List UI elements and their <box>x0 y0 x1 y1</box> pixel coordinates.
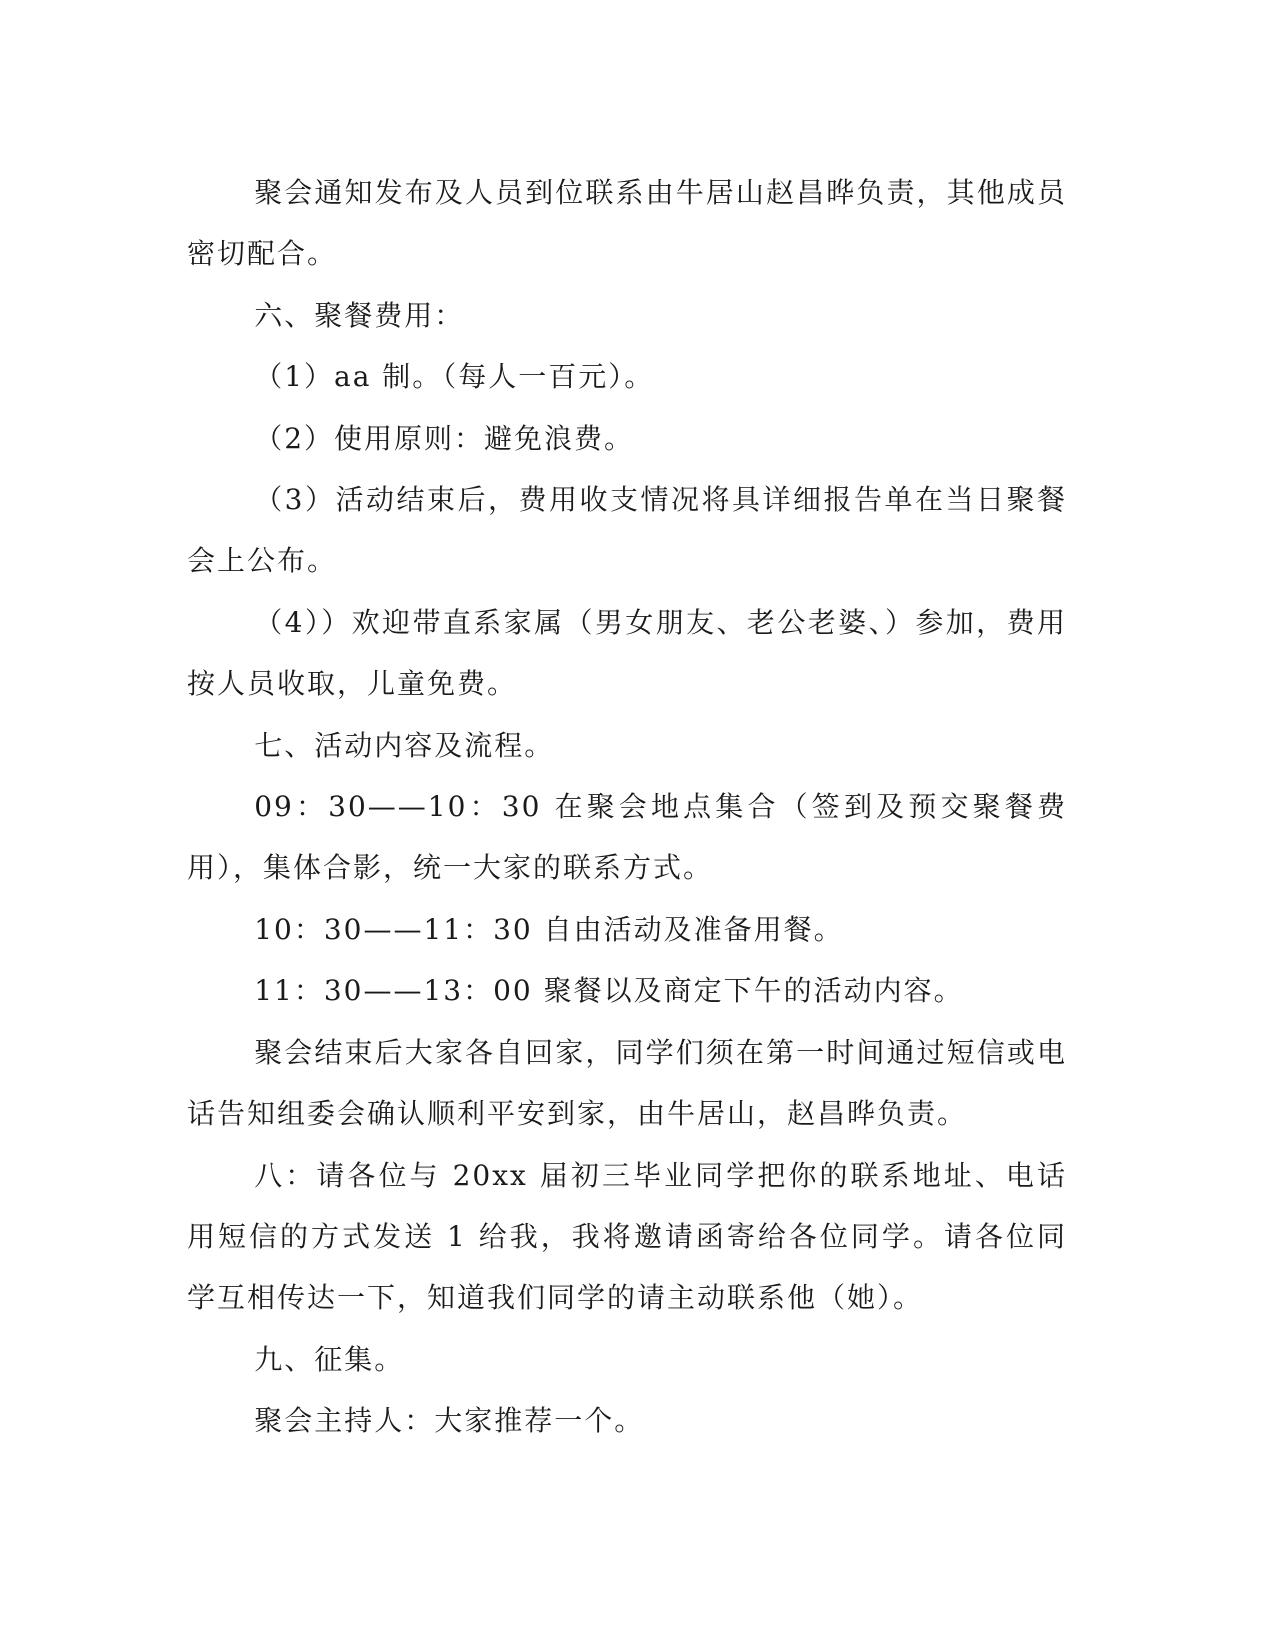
heading-collection: 九、征集。 <box>254 1342 405 1376</box>
schedule-item-3: 11：30——13：00 聚餐以及商定下午的活动内容。 <box>254 974 964 1008</box>
schedule-item-1: 09：30——10：30 在聚会地点集合（签到及预交聚餐费用），集体合影，统一大家的联系方式。 <box>187 790 1067 885</box>
heading-dining-fee: 六、聚餐费用： <box>254 298 465 332</box>
document-body <box>187 162 1067 1452</box>
fee-item-1: （1）aa 制。（每人一百元）。 <box>254 360 655 394</box>
fee-item-4: （4））欢迎带直系家属（男女朋友、老公老婆、）参加，费用按人员收取，儿童免费。 <box>187 605 1067 701</box>
paragraph-after-party: 聚会结束后大家各自回家，同学们须在第一时间通过短信或电话告知组委会确认顺利平安到家，由牛居山，赵昌晔负责。 <box>187 1035 1067 1131</box>
paragraph-contact-info: 八：请各位与 20xx 届初三毕业同学把你的联系地址、电话用短信的方式发送 1 给我，我将邀请函寄给各位同学。请各位同学互相传达一下，知道我们同学的请主动联系他（她）。 <box>187 1158 1067 1315</box>
fee-item-2: （2）使用原则：避免浪费。 <box>254 421 635 455</box>
paragraph-notice-contact: 聚会通知发布及人员到位联系由牛居山赵昌晔负责，其他成员密切配合。 <box>187 176 1067 271</box>
schedule-item-2: 10：30——11：30 自由活动及准备用餐。 <box>254 912 844 946</box>
fee-item-3: （3）活动结束后，费用收支情况将具详细报告单在当日聚餐会上公布。 <box>187 483 1067 578</box>
heading-activity-schedule: 七、活动内容及流程。 <box>254 728 555 762</box>
paragraph-host: 聚会主持人：大家推荐一个。 <box>254 1404 645 1438</box>
